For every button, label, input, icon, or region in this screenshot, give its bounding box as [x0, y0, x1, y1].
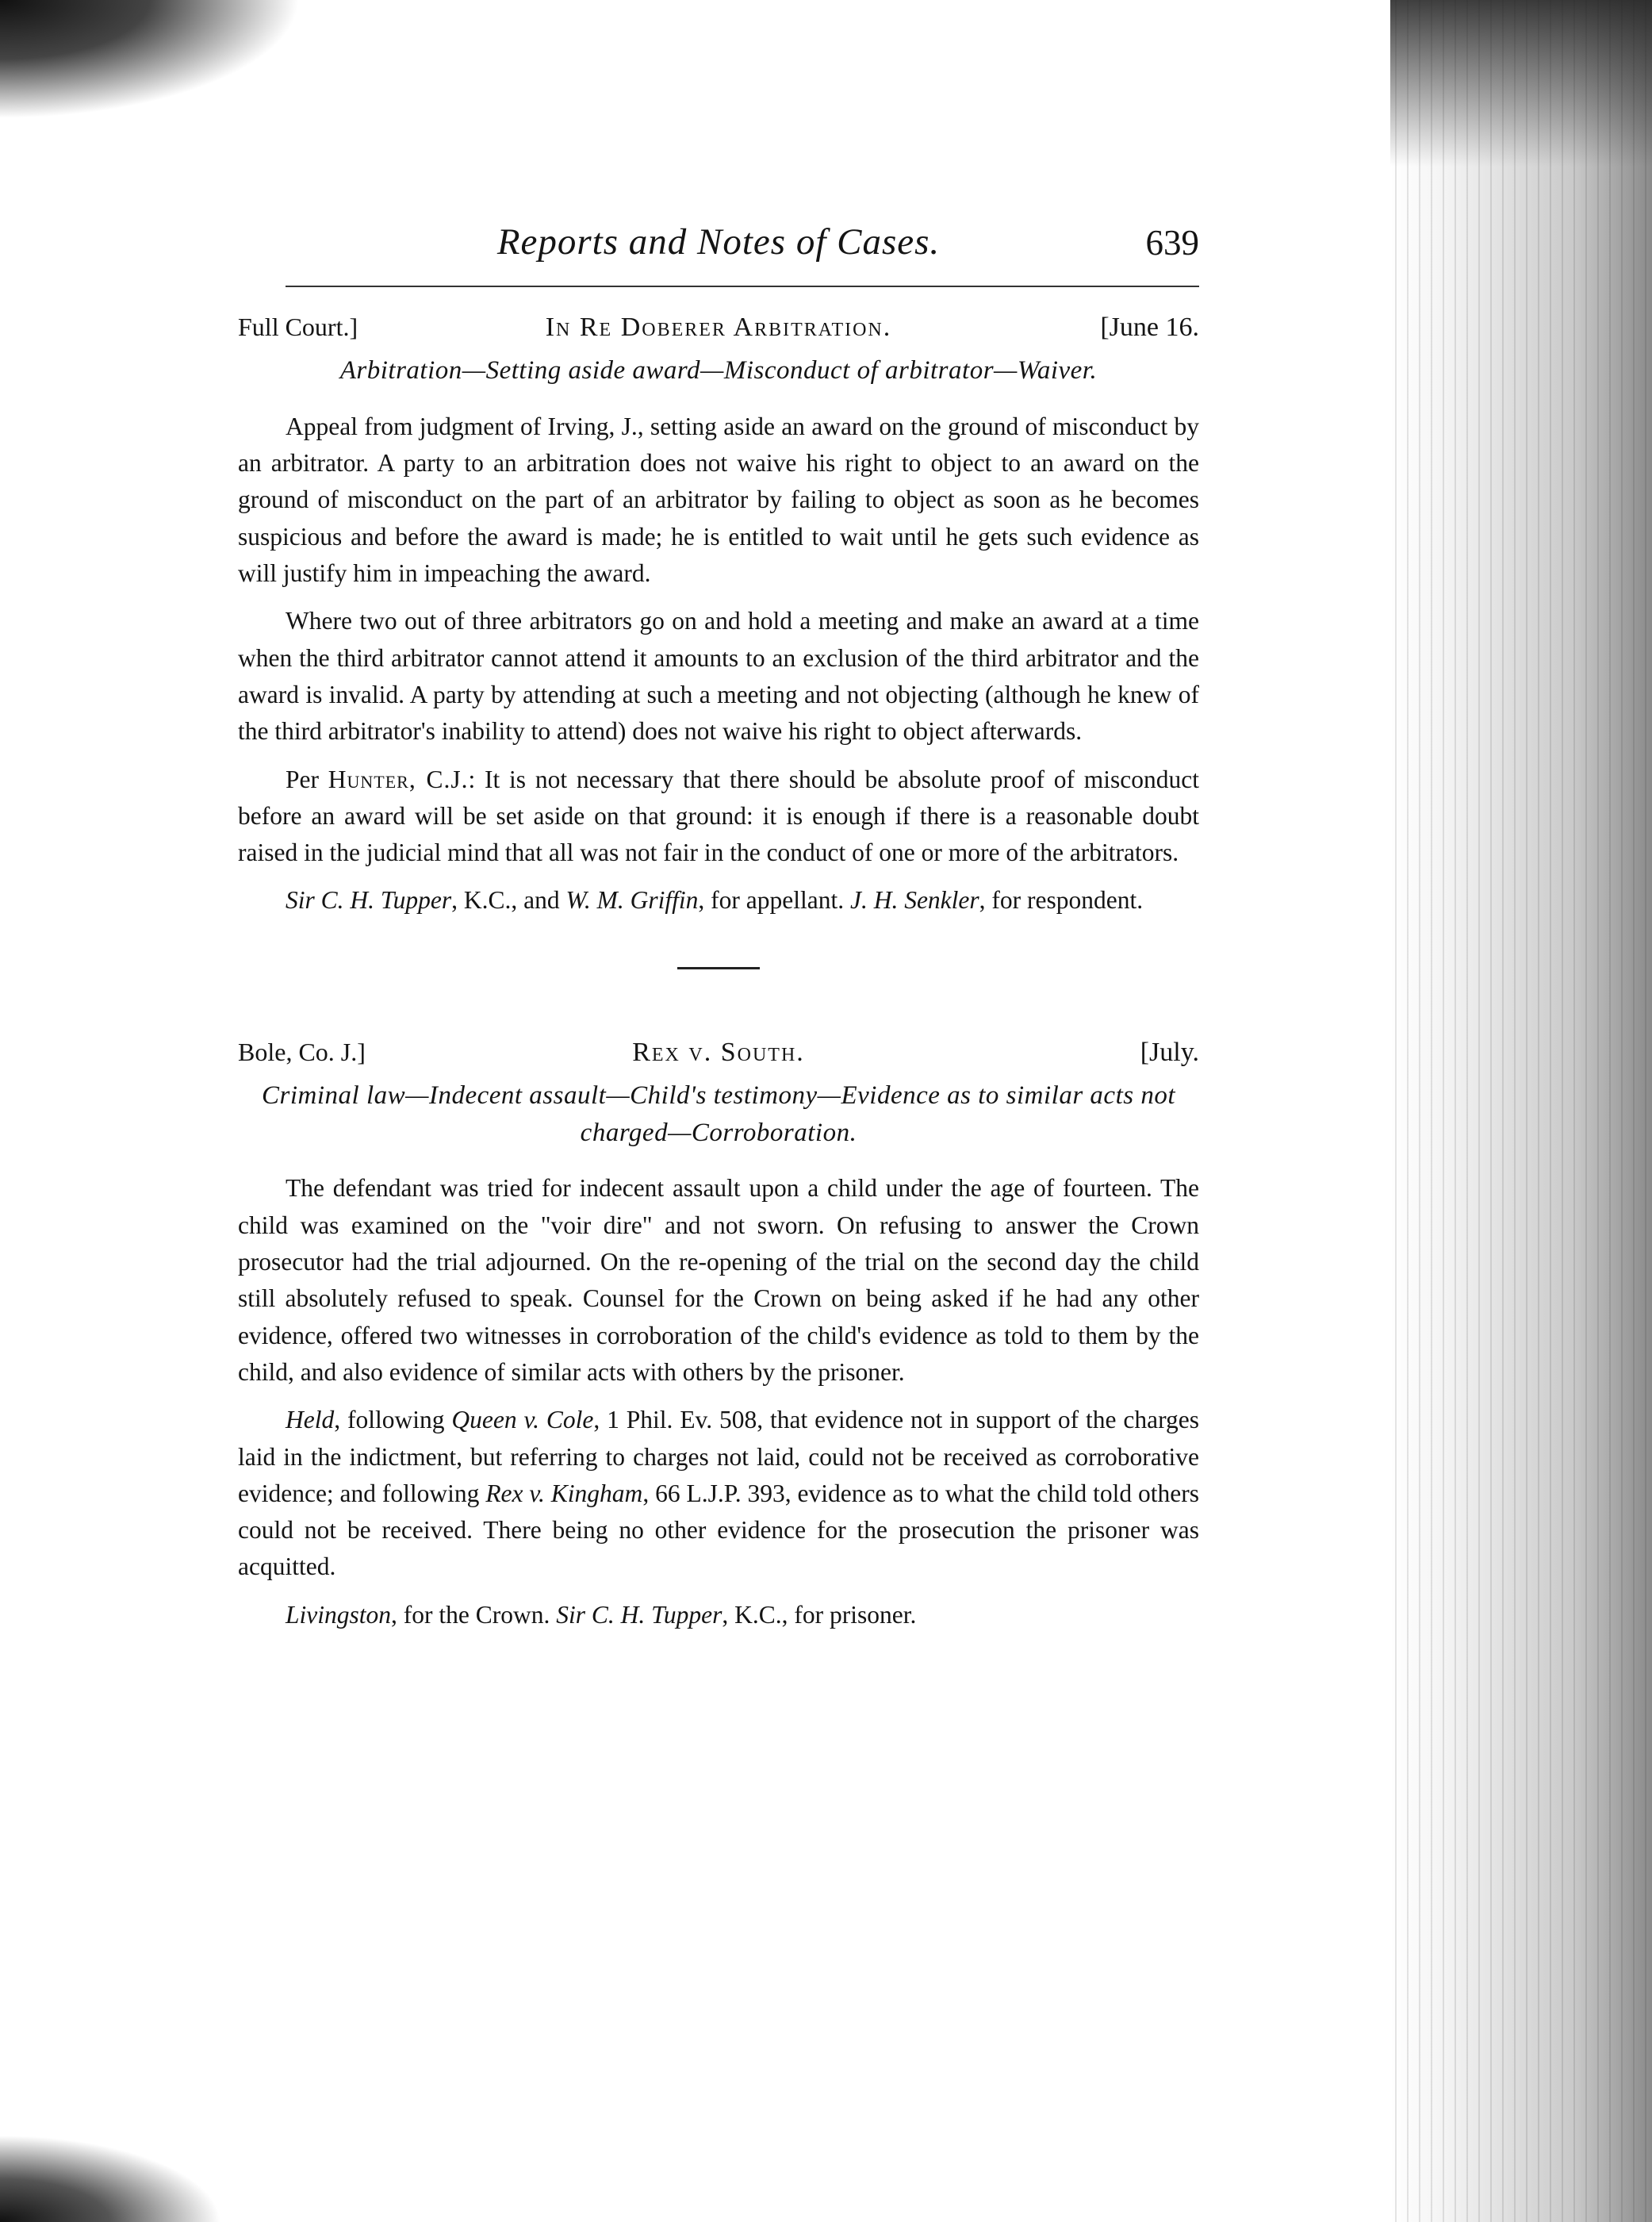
- case-citation: Rex v. Kingham: [485, 1479, 643, 1507]
- case-name: Rex v. South.: [632, 1037, 805, 1067]
- scan-corner-top-left: [0, 0, 301, 119]
- counsel-name: J. H. Senkler: [849, 886, 979, 915]
- case-rex-v-south: [238, 1031, 1199, 1633]
- paragraph: [238, 762, 1199, 872]
- judge-name: Hunter, C.J.: [328, 765, 469, 793]
- counsel-text: , for respondent.: [979, 886, 1144, 915]
- page-content: [238, 214, 1199, 1633]
- paragraph-text: : It is not necessary that there should be absolute proof of misconduct before an award will be set aside on that ground: it is enough if there is a reasonable doubt raised in the judicial mind that all was not fair in the conduct of one or more of the arbitrators.: [238, 765, 1200, 867]
- counsel-name: Sir C. H. Tupper: [556, 1600, 723, 1629]
- paragraph: The defendant was tried for indecent assault upon a child under the age of fourteen. The child was examined on the "voir dire" and not sworn. On refusing to answer the Crown prosecutor had the trial adjourned. On the re-opening of the trial on the second day the child still absolutely refused to speak. Counsel for the Crown on being asked if he had any other evidence, offered two witnesses in corroboration of the child's evidence as told to them by the child, and also evidence of similar acts with others by the prisoner.: [238, 1174, 1199, 1386]
- counsel-name: Livingston: [286, 1600, 392, 1629]
- case-separator: [677, 967, 760, 969]
- case-heading: [238, 1031, 1199, 1074]
- scan-edge-right: [1390, 0, 1652, 2222]
- case-date: [June 16.: [1100, 313, 1199, 342]
- paragraph: Where two out of three arbitrators go on and hold a meeting and make an award at a time when the third arbitrator cannot attend it amounts to an exclusion of the third arbitrator and the award is invalid. A party by attending at such a meeting and not objecting (although he knew of the third arbitrator's inability to attend) does not waive his right to object afterwards.: [238, 607, 1199, 746]
- counsel-text: , K.C., for prisoner.: [722, 1600, 917, 1629]
- court-label: Bole, Co. J.]: [238, 1037, 366, 1066]
- counsel-line: [238, 1597, 1199, 1633]
- paragraph-text: , 66 L.J.P. 393, evidence as to what the child told others could not be received. There being no other evidence for the prosecution the prisoner was acquitted.: [238, 1479, 1200, 1581]
- paragraph: [238, 1402, 1199, 1585]
- held-label: Held: [286, 1406, 335, 1434]
- case-name: In Re Doberer Arbitration.: [545, 313, 892, 342]
- counsel-name: Sir C. H. Tupper: [286, 886, 452, 915]
- counsel-text: , K.C., and: [451, 886, 560, 915]
- counsel-text: , for appellant.: [698, 886, 845, 915]
- running-head-title: Reports and Notes of Cases.: [496, 221, 941, 263]
- page-number: 639: [1145, 223, 1199, 263]
- scan-corner-bottom-left: [0, 2135, 222, 2222]
- case-date: [July.: [1140, 1037, 1199, 1067]
- counsel-line: [238, 882, 1199, 919]
- running-head: [238, 214, 1199, 282]
- counsel-text: , for the Crown.: [391, 1600, 550, 1629]
- header-rule: [286, 286, 1199, 287]
- counsel-name: W. M. Griffin: [565, 886, 699, 915]
- case-doberer: [238, 306, 1199, 919]
- paragraph-text: , following: [334, 1406, 445, 1434]
- court-label: Full Court.]: [238, 313, 358, 341]
- headnote: Arbitration—Setting aside award—Misconduct of arbitrator—Waiver.: [339, 356, 1098, 385]
- paragraph-text: , 1 Phil. Ev. 508, that evidence not in support of the charges laid in the indictment, but referring to charges not laid, could not be received as corroborative evidence; and following: [238, 1406, 1199, 1507]
- per-label: Per: [286, 765, 319, 793]
- scan-edge-right-top: [1390, 0, 1652, 167]
- case-heading: [238, 306, 1199, 349]
- paragraph: Appeal from judgment of Irving, J., setting aside an award on the ground of misconduct by an arbitrator. A party to an arbitration does not waive his right to object to an award on the ground of misconduct on the part of an arbitrator by failing to object as soon as he becomes suspicious and before the award is made; he is entitled to wait until he gets such evidence as will justify him in impeaching the award.: [238, 412, 1199, 588]
- case-citation: Queen v. Cole: [451, 1406, 594, 1434]
- headnote: Criminal law—Indecent assault—Child's testimony—Evidence as to similar acts not charged—Corroboration.: [262, 1080, 1176, 1147]
